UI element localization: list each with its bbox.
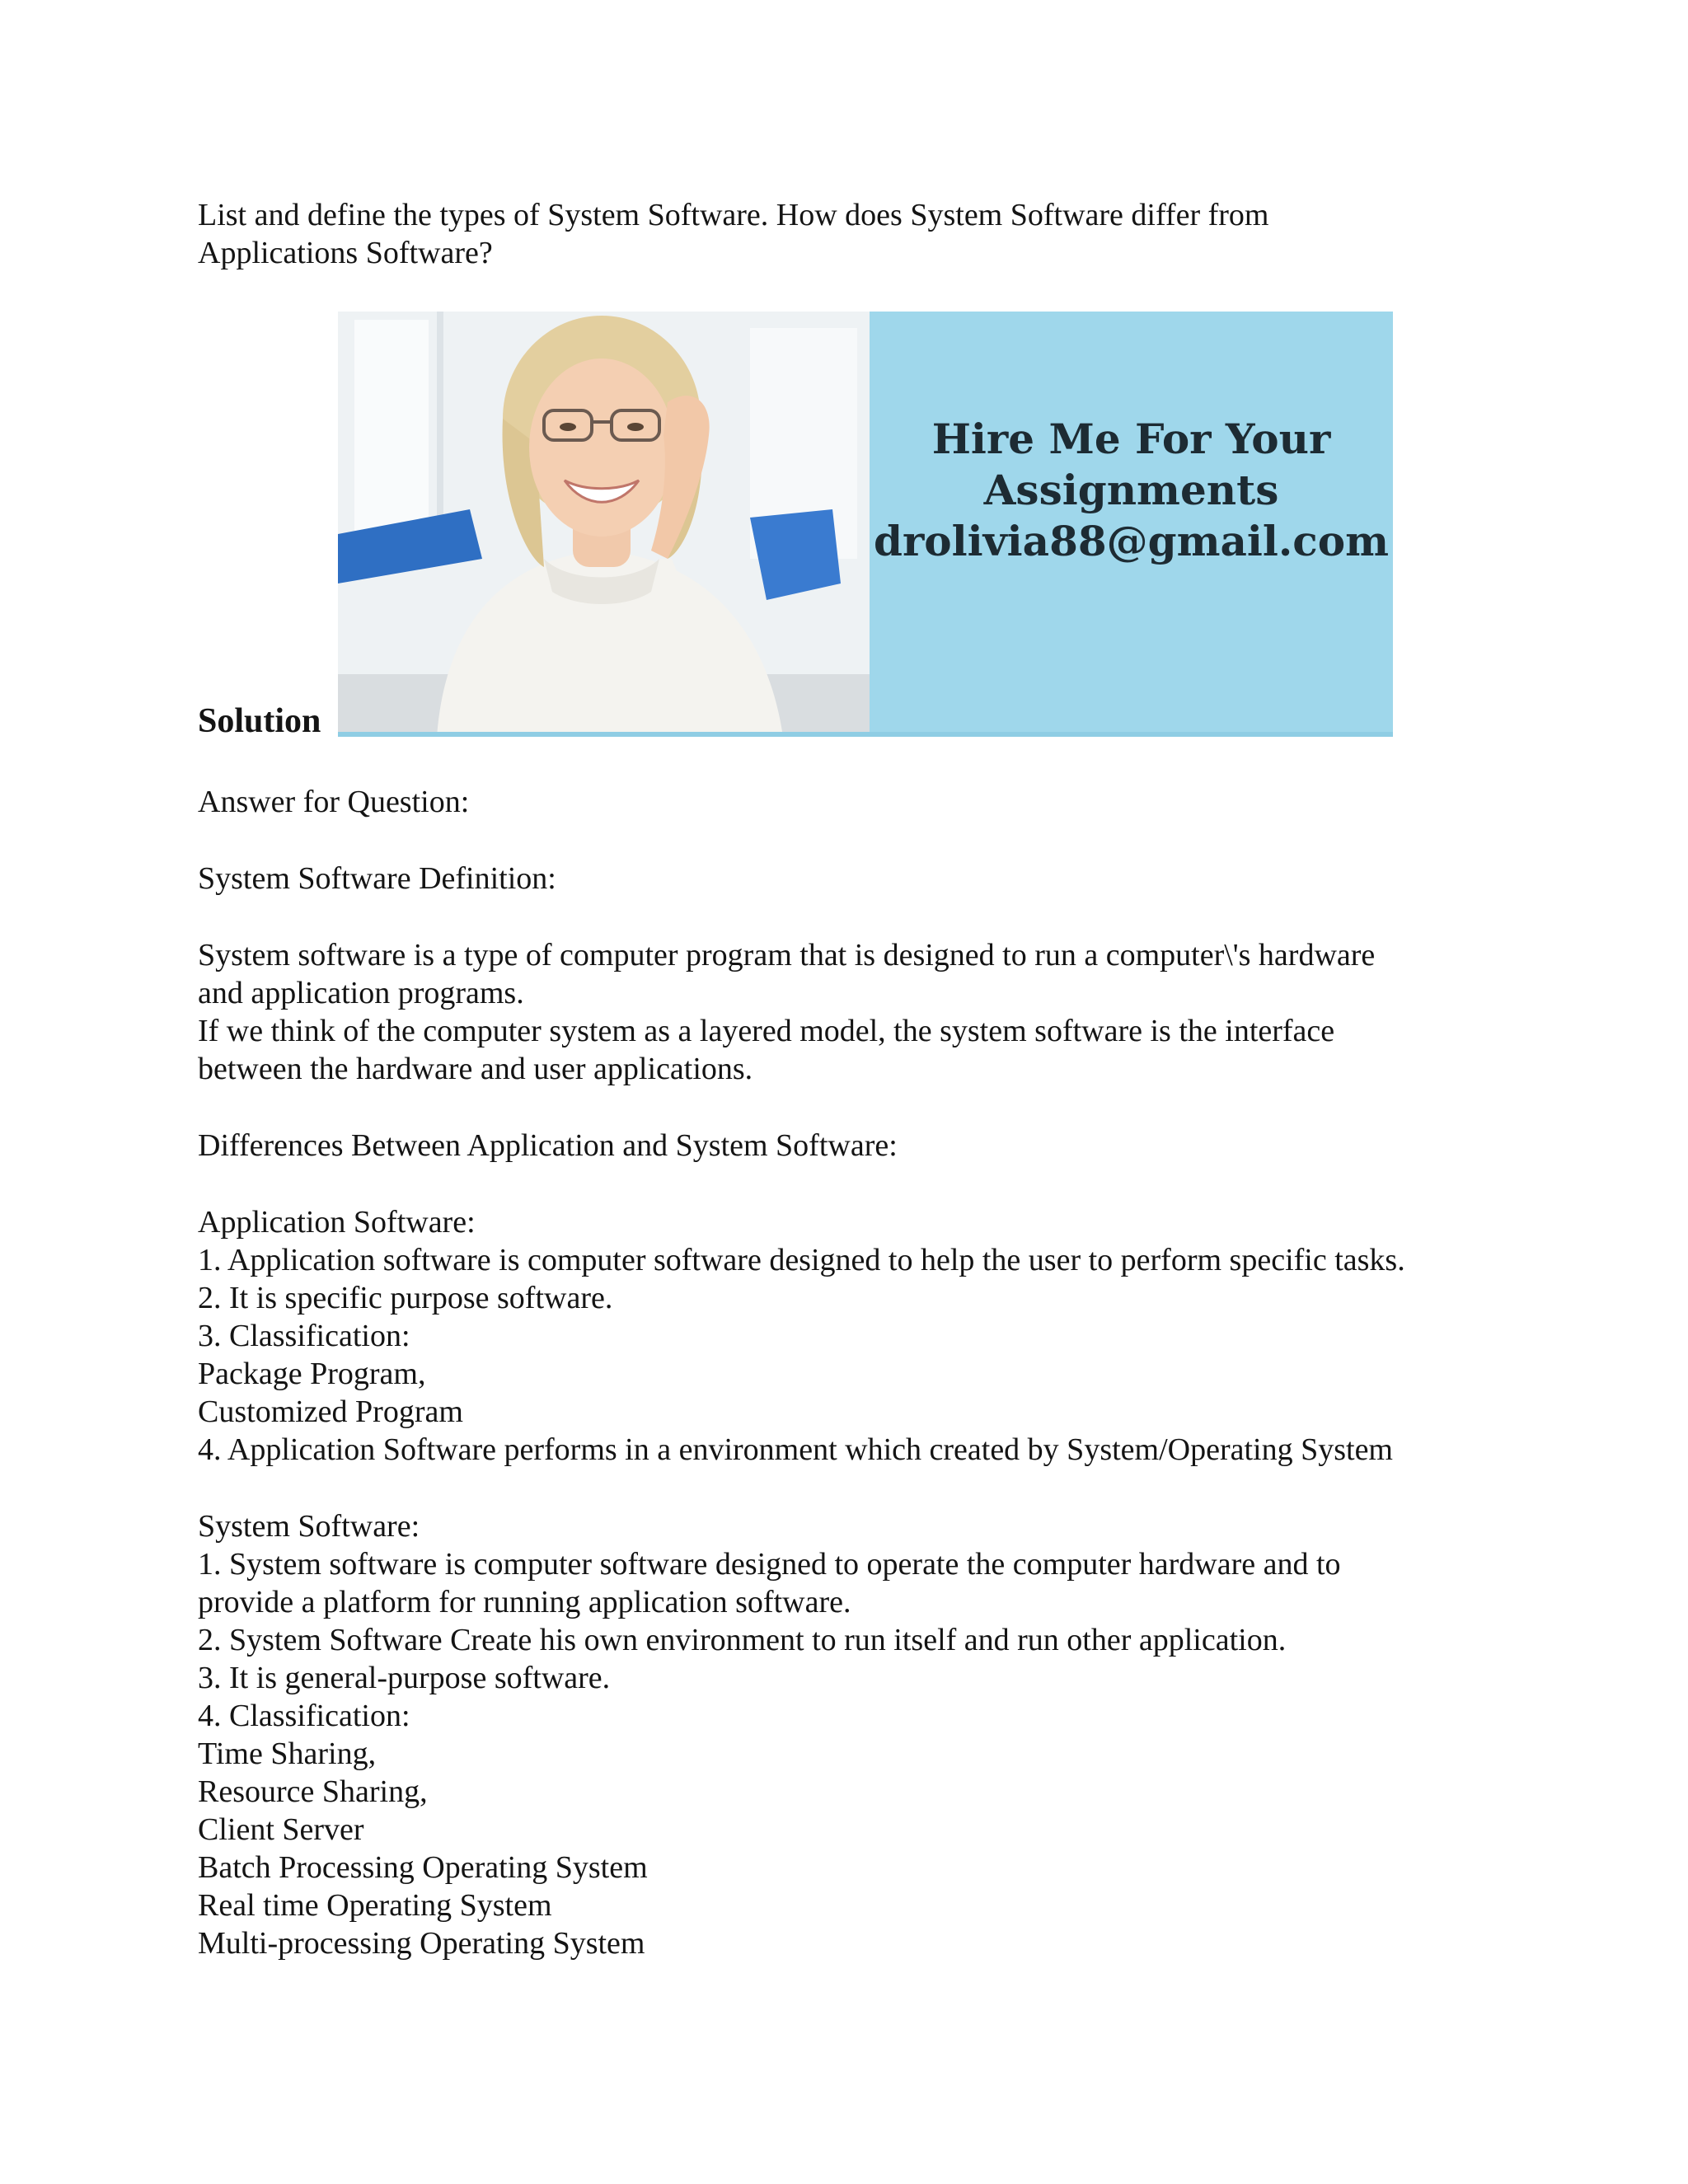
question-line-1: List and define the types of System Software. How does System Software differ from <box>198 198 1269 232</box>
system-software-line: Real time Operating System <box>198 1888 552 1923</box>
application-software-line: 2. It is specific purpose software. <box>198 1281 613 1315</box>
system-software-line: Batch Processing Operating System <box>198 1850 648 1885</box>
application-software-line: 3. Classification: <box>198 1319 410 1353</box>
system-software-line: 4. Classification: <box>198 1699 410 1733</box>
woman-photo <box>338 312 870 737</box>
system-software-line: Client Server <box>198 1812 364 1847</box>
promo-email: drolivia88@gmail.com <box>873 517 1390 565</box>
application-software-line: Package Program, <box>198 1357 426 1391</box>
application-software-line: 4. Application Software performs in a environment which created by System/Operating System <box>198 1432 1393 1467</box>
promo-line-2: Assignments <box>983 466 1279 514</box>
system-software-line: 2. System Software Create his own environment to run itself and run other application. <box>198 1623 1287 1657</box>
system-software-line: Multi-processing Operating System <box>198 1926 645 1961</box>
question-text <box>198 196 1268 272</box>
promo-line-1: Hire Me For Your <box>931 415 1331 463</box>
definition-line: and application programs. <box>198 976 524 1010</box>
answer-label: Answer for Question: <box>198 785 470 819</box>
definition-line: If we think of the computer system as a layered model, the system software is the interface <box>198 1014 1335 1048</box>
application-software-line: 1. Application software is computer software designed to help the user to perform specific tasks. <box>198 1243 1405 1277</box>
definition-line: System software is a type of computer program that is designed to run a computer\'s hardware <box>198 938 1376 972</box>
system-software-line: Time Sharing, <box>198 1736 377 1771</box>
promo-panel <box>870 312 1393 737</box>
solution-heading: Solution <box>198 702 321 740</box>
application-software-line: Customized Program <box>198 1394 463 1429</box>
banner-bottom-border <box>338 732 1393 737</box>
system-software-line: provide a platform for running application software. <box>198 1585 851 1619</box>
system-software-line: 1. System software is computer software designed to operate the computer hardware and to <box>198 1547 1341 1582</box>
system-software-line: Resource Sharing, <box>198 1774 428 1809</box>
definition-heading: System Software Definition: <box>198 861 556 896</box>
differences-heading: Differences Between Application and System Software: <box>198 1128 898 1163</box>
question-line-2: Applications Software? <box>198 236 493 270</box>
promo-banner-image <box>338 312 1393 737</box>
woman-illustration <box>338 312 870 737</box>
application-software-heading: Application Software: <box>198 1205 476 1240</box>
system-software-line: 3. It is general-purpose software. <box>198 1661 611 1695</box>
system-software-heading: System Software: <box>198 1509 420 1544</box>
definition-line: between the hardware and user applications. <box>198 1052 753 1086</box>
